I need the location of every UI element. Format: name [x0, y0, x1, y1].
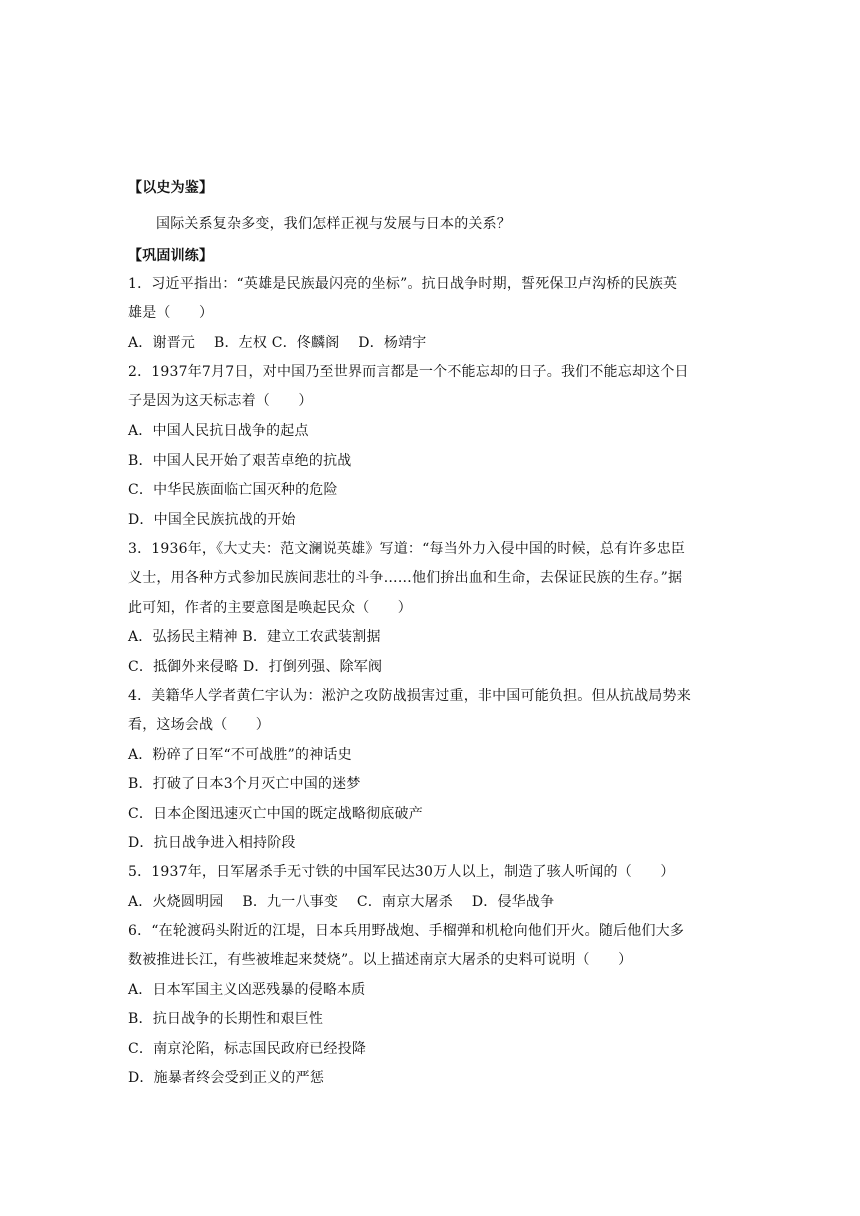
q2-option-a: A．中国人民抗日战争的起点: [128, 423, 309, 439]
q1-stem-line2: 雄是（ ）: [128, 305, 214, 321]
q3-stem-line3: 此可知，作者的主要意图是唤起民众（ ）: [128, 600, 412, 616]
q4-option-c: C．日本企图迅速灭亡中国的既定战略彻底破产: [128, 806, 423, 822]
q2-option-c: C．中华民族面临亡国灭种的危险: [128, 482, 338, 498]
q4-option-b: B．打破了日本3个月灭亡中国的迷梦: [128, 776, 361, 792]
q2-stem-line1: 2．1937年7月7日，对中国乃至世界而言都是一个不能忘却的日子。我们不能忘却这个日: [128, 364, 689, 380]
section-heading-practice: 【巩固训练】: [128, 248, 214, 264]
q2-option-b: B．中国人民开始了艰苦卓绝的抗战: [128, 453, 352, 469]
q3-stem-line2: 义士，用各种方式参加民族间悲壮的斗争……他们拚出血和生命，去保证民族的生存。”据: [128, 570, 683, 586]
q3-stem-line1: 3．1936年，《大丈夫：范文澜说英雄》写道：“每当外力入侵中国的时候，总有许多忠臣: [128, 541, 686, 557]
q6-option-d: D．施暴者终会受到正义的严惩: [128, 1070, 325, 1086]
q4-option-a: A．粉碎了日军“不可战胜”的神话史: [128, 747, 352, 763]
q4-stem-line1: 4．美籍华人学者黄仁宇认为：淞沪之攻防战损害过重，非中国可能负担。但从抗战局势来: [128, 688, 691, 704]
q1-options: A．谢晋元 B．左权 C．佟麟阁 D．杨靖宇: [128, 335, 427, 351]
q3-options-ab: A．弘扬民主精神 B．建立工农武装割据: [128, 629, 381, 645]
q4-option-d: D．抗日战争进入相持阶段: [128, 835, 296, 851]
q6-option-b: B．抗日战争的长期性和艰巨性: [128, 1011, 324, 1027]
q2-option-d: D．中国全民族抗战的开始: [128, 512, 296, 528]
q3-options-cd: C．抵御外来侵略 D．打倒列强、除军阀: [128, 659, 383, 675]
q5-stem-line1: 5．1937年，日军屠杀手无寸铁的中国军民达30万人以上，制造了骇人听闻的（ ）: [128, 864, 675, 880]
q2-stem-line2: 子是因为这天标志着（ ）: [128, 393, 313, 409]
q1-stem-line1: 1．习近平指出：“英雄是民族最闪亮的坐标”。抗日战争时期，誓死保卫卢沟桥的民族英: [128, 276, 678, 292]
q5-options: A．火烧圆明园 B．九一八事变 C．南京大屠杀 D．侵华战争: [128, 894, 555, 910]
discussion-question: 国际关系复杂多变，我们怎样正视与发展与日本的关系？: [156, 216, 511, 232]
q6-stem-line1: 6．“在轮渡码头附近的江堤，日本兵用野战炮、手榴弹和机枪向他们开火。随后他们大多: [128, 923, 685, 939]
q6-stem-line2: 数被推进长江，有些被堆起来焚烧”。以上描述南京大屠杀的史料可说明（ ）: [128, 952, 633, 968]
section-heading-lessons: 【以史为鉴】: [128, 180, 214, 196]
q4-stem-line2: 看，这场会战（ ）: [128, 717, 270, 733]
q6-option-a: A．日本军国主义凶恶残暴的侵略本质: [128, 982, 366, 998]
q6-option-c: C．南京沦陷，标志国民政府已经投降: [128, 1041, 367, 1057]
